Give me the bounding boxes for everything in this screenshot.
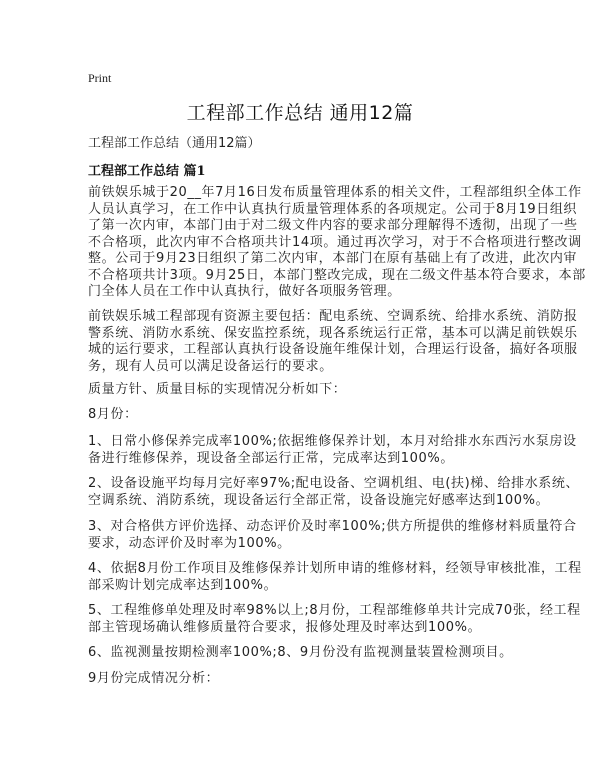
text-line: 9月份完成情况分析： [88, 671, 220, 686]
paragraph-september-analysis [88, 671, 528, 688]
list-item-5 [88, 603, 581, 636]
list-item-4 [88, 561, 582, 594]
section-heading: 工程部工作总结 篇1 [88, 164, 206, 179]
text-line: 前铁娱乐城于20__年7月16日发布质量管理体系的相关文件，工程部组织全体工作 [88, 185, 582, 200]
paragraph-august-label [88, 407, 528, 424]
text-line: 4、依据8月份工作项目及维修保养计划所申请的维修材料，经领导审核批准，工程 [88, 561, 582, 576]
text-line: 8月份： [88, 407, 138, 422]
text-line: 警系统、消防水系统、保安监控系统，现各系统运行正常，基本可以满足前铁娱乐 [88, 325, 578, 341]
document-title: 工程部工作总结 通用12篇 [186, 102, 414, 124]
list-item-2 [88, 476, 580, 509]
text-line: 不合格项，此次内审不合格项共计14项。通过再次学习，对于不合格项进行整改调 [88, 234, 582, 250]
paragraph-quality-analysis-intro [88, 382, 528, 399]
text-line: 了第一次内审，本部门由于对二级文件内容的要求部分理解得不透彻，出现了一些 [88, 218, 578, 233]
text-line: 务，现有人员可以满足设备运行的要求。 [88, 358, 333, 374]
text-line: 质量方针、质量目标的实现情况分析如下： [88, 382, 347, 397]
text-line: 5、工程维修单处理及时率98%以上;8月份，工程部维修单共计完成70张，经工程 [88, 603, 581, 618]
text-line: 不合格项共计3项。9月25日，本部门整改完成，现在二级文件基本符合要求，本部 [88, 267, 586, 283]
list-item-1 [88, 434, 577, 467]
text-line: 人员认真学习，在工作中认真执行质量管理体系的各项规定。公司于8月19日组织 [88, 201, 578, 217]
document-subtitle: 工程部工作总结（通用12篇） [88, 136, 261, 151]
text-line: 空调系统、消防系统，现设备运行全部正常，设备设施完好感率达到100%。 [88, 492, 550, 508]
text-line: 部主管现场确认维修质量符合要求，报修处理及时率达到100%。 [88, 619, 482, 635]
paragraph-resources [88, 309, 578, 375]
text-line: 2、设备设施平均每月完好率97%;配电设备、空调机组、电(扶)梯、给排水系统、 [88, 476, 580, 491]
text-line: 1、日常小修保养完成率100%;依据维修保养计划，本月对给排水东西污水泵房设 [88, 434, 577, 449]
text-line: 3、对合格供方评价选择、动态评价及时率100%;供方所提供的维修材料质量符合 [88, 519, 577, 534]
text-line: 要求，动态评价及时率为100%。 [88, 535, 291, 551]
list-item-3 [88, 519, 577, 552]
text-line: 城的运行要求，工程部认真执行设备设施年维保计划，合理运行设备，搞好各项服 [88, 342, 578, 357]
text-line: 整。公司于9月23日组织了第二次内审，本部门在原有基础上有了改进，此次内审 [88, 251, 578, 266]
text-line: 部采购计划完成率达到100%。 [88, 577, 278, 593]
list-item-6 [88, 645, 528, 662]
print-link[interactable]: Print [88, 71, 112, 85]
text-line: 备进行维修保养，现设备全部运行正常，完成率达到100%。 [88, 450, 454, 466]
text-line: 6、监视测量按期检测率100%;8、9月份没有监视测量装置检测项目。 [88, 645, 513, 660]
text-line: 前铁娱乐城工程部现有资源主要包括：配电系统、空调系统、给排水系统、消防报 [88, 309, 578, 324]
paragraph-iso-audit [88, 185, 586, 301]
text-line: 门全体人员在工作中认真执行，做好各项服务管理。 [88, 284, 401, 299]
